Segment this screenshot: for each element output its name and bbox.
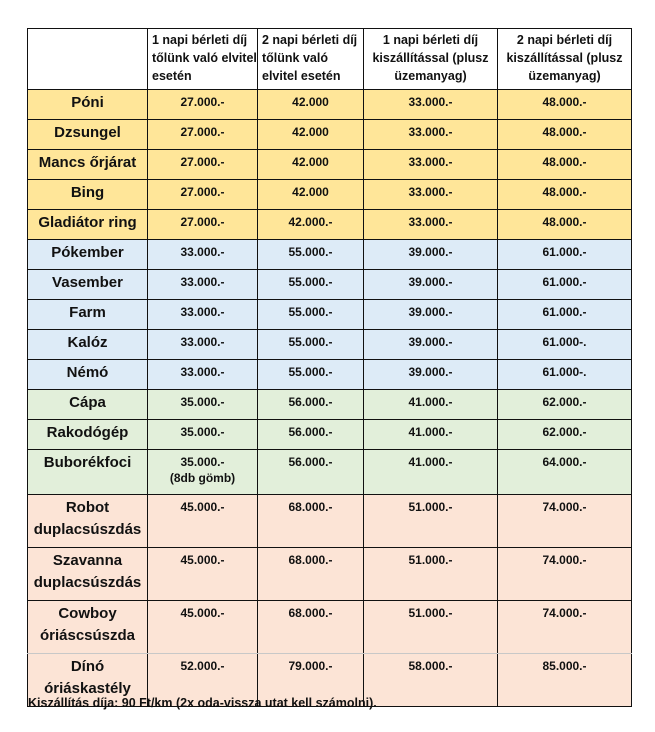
price-value: 52.000.- [180,659,225,673]
price-cell-v2 [258,548,364,601]
price-cell-v3 [364,495,498,548]
price-cell-v2 [258,210,364,240]
price-value: 42.000.- [288,215,333,229]
price-value: 55.000.- [288,305,333,319]
table-row [28,240,632,270]
price-cell-v1 [148,180,258,210]
price-value: 39.000.- [408,335,453,349]
price-cell-v4 [498,210,632,240]
table-row [28,150,632,180]
price-cell-v1 [148,420,258,450]
price-cell-v3 [364,90,498,120]
table-row [28,90,632,120]
price-cell-v4 [498,390,632,420]
price-cell-v3 [364,180,498,210]
product-name-line2: duplacsúszdás [33,521,142,538]
price-cell-v3 [364,390,498,420]
product-name-cell [28,548,148,601]
product-name-cell [28,240,148,270]
product-name-cell [28,150,148,180]
price-value: 33.000.- [408,125,453,139]
price-value: 41.000.- [408,455,453,469]
price-value: 61.000-. [542,365,587,379]
price-value: 51.000.- [408,500,453,514]
table-row [28,420,632,450]
product-name-cell [28,390,148,420]
price-cell-v3 [364,654,498,707]
price-value: 27.000.- [180,155,225,169]
price-value: 41.000.- [408,395,453,409]
product-name: Mancs őrjárat [38,154,137,171]
price-value: 68.000.- [288,500,333,514]
price-cell-v4 [498,330,632,360]
price-cell-v2 [258,150,364,180]
product-name-cell [28,210,148,240]
price-value: 85.000.- [542,659,587,673]
product-name-line2: duplacsúszdás [33,574,142,591]
price-value: 33.000.- [180,365,225,379]
price-cell-v1 [148,360,258,390]
price-value: 61.000.- [542,305,587,319]
price-cell-v3 [364,150,498,180]
price-cell-v4 [498,601,632,654]
product-name-cell [28,90,148,120]
price-cell-v1 [148,120,258,150]
price-value: 33.000.- [180,275,225,289]
price-cell-v4 [498,420,632,450]
product-name: Kalóz [67,334,108,351]
price-value: 64.000.- [542,455,587,469]
delivery-fee-note: Kiszállítás díja: 90 Ft/km (2x oda-vissza utat kell számolni). [28,696,377,710]
header-1day-pickup: 1 napi bérleti díj tőlünk való elvitel esetén [148,29,258,90]
price-value: 42.000 [292,125,329,139]
price-value: 39.000.- [408,305,453,319]
price-value: 62.000.- [542,425,587,439]
price-value: 74.000.- [542,500,587,514]
table-row [28,450,632,495]
header-2day-pickup: 2 napi bérleti díj tőlünk való elvitel esetén [258,29,364,90]
table-row [28,120,632,150]
product-name: Dínó [70,658,105,675]
price-cell-v3 [364,330,498,360]
price-cell-v1 [148,601,258,654]
product-name-cell [28,300,148,330]
price-value: 42.000 [292,95,329,109]
product-name: Bing [70,184,105,201]
product-name: Buborékfoci [43,454,132,471]
price-cell-v2 [258,180,364,210]
price-cell-v2 [258,330,364,360]
price-cell-v2 [258,360,364,390]
price-value: 39.000.- [408,275,453,289]
price-cell-v2 [258,420,364,450]
price-cell-v3 [364,450,498,495]
price-value: 74.000.- [542,606,587,620]
product-name: Rakodógép [46,424,129,441]
product-name-cell [28,270,148,300]
price-value: 61.000-. [542,335,587,349]
price-value: 51.000.- [408,553,453,567]
price-value: 74.000.- [542,553,587,567]
product-name: Gladiátor ring [38,214,137,231]
price-value: 45.000.- [180,500,225,514]
price-value: 45.000.- [180,606,225,620]
price-cell-v3 [364,270,498,300]
price-cell-v1 [148,450,258,495]
price-cell-v2 [258,495,364,548]
price-cell-v4 [498,150,632,180]
price-cell-v3 [364,300,498,330]
price-value: 55.000.- [288,275,333,289]
price-cell-v1 [148,495,258,548]
product-name: Robot [65,499,110,516]
product-name-cell [28,180,148,210]
price-value: 35.000.- [180,455,225,469]
product-name-cell [28,420,148,450]
product-name: Póni [71,94,104,111]
price-value: 27.000.- [180,95,225,109]
table-row [28,180,632,210]
price-cell-v4 [498,300,632,330]
product-name-cell [28,495,148,548]
price-cell-v2 [258,390,364,420]
price-value: 58.000.- [408,659,453,673]
price-cell-v3 [364,360,498,390]
price-value: 27.000.- [180,215,225,229]
price-value: 42.000 [292,185,329,199]
price-note: (8db gömb) [169,471,236,485]
header-2day-delivery: 2 napi bérleti díj kiszállítással (plusz üzemanyag) [498,29,632,90]
price-table [27,28,632,707]
product-name-cell [28,360,148,390]
price-value: 39.000.- [408,245,453,259]
table-row [28,270,632,300]
product-name-line2: óriáskastély [44,680,131,697]
price-cell-v2 [258,300,364,330]
product-name: Némó [66,364,109,381]
price-cell-v1 [148,240,258,270]
price-cell-v3 [364,210,498,240]
product-name: Dzsungel [54,124,121,141]
price-cell-v4 [498,120,632,150]
price-cell-v3 [364,420,498,450]
price-value: 62.000.- [542,395,587,409]
price-value: 35.000.- [180,425,225,439]
price-cell-v4 [498,360,632,390]
table-row [28,495,632,548]
product-name: Cápa [69,394,106,411]
price-cell-v2 [258,120,364,150]
price-cell-v3 [364,120,498,150]
price-value: 27.000.- [180,185,225,199]
product-name: Pókember [51,244,124,261]
product-name: Farm [69,304,106,321]
price-cell-v2 [258,90,364,120]
price-cell-v4 [498,240,632,270]
price-cell-v2 [258,240,364,270]
product-name: Cowboy [58,605,117,622]
table-row [28,548,632,601]
price-value: 79.000.- [288,659,333,673]
price-value: 56.000.- [288,395,333,409]
price-value: 61.000.- [542,245,587,259]
price-cell-v3 [364,240,498,270]
table-body [28,90,632,707]
price-cell-v1 [148,390,258,420]
price-value: 56.000.- [288,455,333,469]
price-value: 56.000.- [288,425,333,439]
price-cell-v2 [258,450,364,495]
price-value: 33.000.- [180,305,225,319]
price-value: 45.000.- [180,553,225,567]
price-value: 51.000.- [408,606,453,620]
price-value: 55.000.- [288,365,333,379]
header-corner [28,29,148,90]
price-cell-v1 [148,548,258,601]
price-value: 48.000.- [542,155,587,169]
price-cell-v4 [498,495,632,548]
price-cell-v4 [498,180,632,210]
price-cell-v4 [498,450,632,495]
price-value: 68.000.- [288,553,333,567]
product-name-line2: óriáscsúszda [39,627,136,644]
price-value: 55.000.- [288,335,333,349]
table-row [28,300,632,330]
price-value: 33.000.- [408,185,453,199]
price-value: 68.000.- [288,606,333,620]
product-name: Szavanna [52,552,123,569]
price-value: 39.000.- [408,365,453,379]
price-cell-v4 [498,654,632,707]
price-value: 55.000.- [288,245,333,259]
price-cell-v1 [148,300,258,330]
price-cell-v2 [258,601,364,654]
product-name: Vasember [52,274,123,291]
product-name-cell [28,120,148,150]
price-cell-v3 [364,548,498,601]
table-row [28,390,632,420]
price-value: 48.000.- [542,125,587,139]
table-row [28,360,632,390]
price-cell-v4 [498,90,632,120]
price-value: 48.000.- [542,185,587,199]
product-name-cell [28,330,148,360]
header-1day-delivery: 1 napi bérleti díj kiszállítással (plusz üzemanyag) [364,29,498,90]
price-value: 33.000.- [408,95,453,109]
price-value: 35.000.- [180,395,225,409]
price-value: 42.000 [292,155,329,169]
price-cell-v3 [364,601,498,654]
price-value: 27.000.- [180,125,225,139]
price-value: 41.000.- [408,425,453,439]
price-cell-v4 [498,548,632,601]
price-cell-v1 [148,150,258,180]
price-cell-v1 [148,270,258,300]
price-cell-v4 [498,270,632,300]
price-cell-v1 [148,210,258,240]
product-name-cell [28,450,148,495]
price-cell-v2 [258,270,364,300]
price-value: 61.000.- [542,275,587,289]
price-value: 48.000.- [542,215,587,229]
table-row [28,330,632,360]
price-value: 48.000.- [542,95,587,109]
price-value: 33.000.- [408,155,453,169]
price-value: 33.000.- [408,215,453,229]
table-row [28,601,632,654]
table-row [28,210,632,240]
header-row [28,29,632,90]
price-cell-v1 [148,330,258,360]
price-cell-v1 [148,90,258,120]
price-value: 33.000.- [180,335,225,349]
product-name-cell [28,601,148,654]
price-value: 33.000.- [180,245,225,259]
